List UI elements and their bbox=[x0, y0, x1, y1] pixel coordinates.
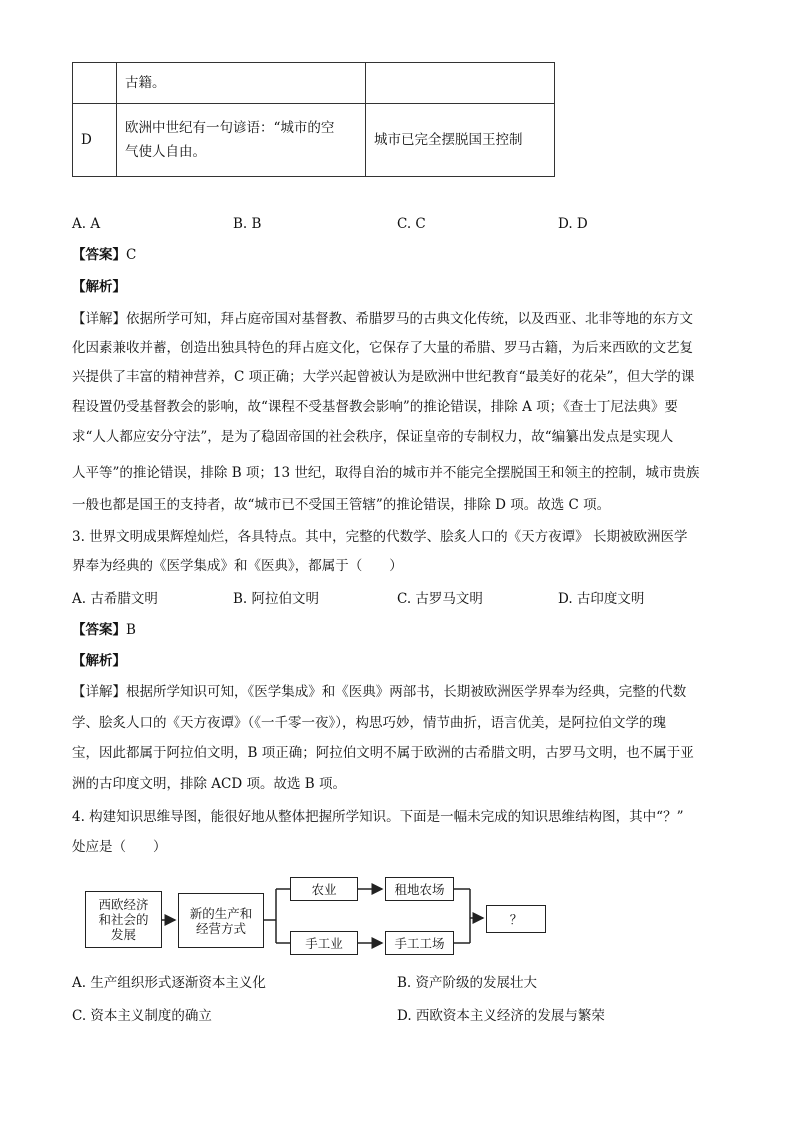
answer-label: 【答案】 bbox=[72, 622, 126, 638]
q3-option-c: C. 古罗马文明 bbox=[397, 591, 483, 607]
q3-detail-line: 宝，因此都属于阿拉伯文明，B 项正确；阿拉伯文明不属于欧洲的古希腊文明，古罗马文明，也不属于亚 bbox=[72, 745, 694, 761]
root-line: 和社会的 bbox=[98, 912, 149, 927]
q2-option-a: A. A bbox=[72, 216, 101, 232]
q4-stem: 处应是（ ） bbox=[72, 839, 167, 855]
q2-detail-line: 化因素兼收并蓄，创造出独具特色的拜占庭文化，它保存了大量的希腊、罗马古籍，为后来西欧的文艺复 bbox=[72, 340, 693, 356]
q2-detail-line: 程设置仍受基督教会的影响，故“课程不受基督教会影响”的推论错误，排除 A 项；《查士丁尼法典》要 bbox=[72, 399, 678, 415]
q2-detail-line: 求“人人都应安分守法”，是为了稳固帝国的社会秩序，保证皇帝的专制权力，故“编纂出发点是实现人 bbox=[72, 429, 674, 445]
q3-option-d: D. 古印度文明 bbox=[558, 591, 645, 607]
q2-detail-line: 【详解】依据所学可知，拜占庭帝国对基督教、希腊罗马的古典文化传统，以及西亚、北非等地的东方文 bbox=[72, 311, 693, 327]
q3-detail-line: 【详解】根据所学知识可知，《医学集成》和《医典》两部书，长期被欧洲医学界奉为经典，完整的代数 bbox=[72, 684, 687, 700]
answer-label: 【答案】 bbox=[72, 247, 126, 263]
answer-value: C bbox=[126, 247, 137, 263]
q4-option-b: B. 资产阶级的发展壮大 bbox=[397, 975, 538, 991]
diagram-handicraft-box: 手工业 bbox=[290, 931, 358, 955]
q4-stem: 4. 构建知识思维导图，能很好地从整体把握所学知识。下面是一幅未完成的知识思维结构图，其中“？” bbox=[72, 809, 684, 825]
q2-detail-line: 兴提供了丰富的精神营养，C 项正确；大学兴起曾被认为是欧洲中世纪教育“最美好的花朵”，但大学的课 bbox=[72, 369, 695, 385]
root-line: 西欧经济 bbox=[98, 897, 149, 912]
q2-analysis-label: 【解析】 bbox=[72, 279, 126, 295]
q4-option-a: A. 生产组织形式逐渐资本主义化 bbox=[72, 975, 266, 991]
root-line: 发展 bbox=[110, 927, 136, 942]
q2-detail-line: 一般也都是国王的支持者，故“城市已不受国王管辖”的推论错误，排除 D 项。故选 C 项。 bbox=[72, 497, 611, 513]
event-line: 气使人自由。 bbox=[125, 144, 206, 160]
q2-option-c: C. C bbox=[397, 216, 426, 232]
q4-option-d: D. 西欧资本主义经济的发展与繁荣 bbox=[397, 1008, 605, 1024]
middle-line: 新的生产和 bbox=[189, 905, 253, 921]
answer-value: B bbox=[126, 622, 136, 638]
q3-analysis-label: 【解析】 bbox=[72, 653, 126, 669]
q3-detail-line: 洲的古印度文明，排除 ACD 项。故选 B 项。 bbox=[72, 776, 346, 792]
q3-option-a: A. 古希腊文明 bbox=[72, 591, 158, 607]
q4-option-c: C. 资本主义制度的确立 bbox=[72, 1008, 212, 1024]
diagram-root-box bbox=[85, 891, 162, 948]
table-cell-letter: D bbox=[73, 104, 117, 177]
q2-option-d: D. D bbox=[558, 216, 588, 232]
diagram-agriculture-box: 农业 bbox=[290, 877, 358, 901]
q2-option-b: B. B bbox=[233, 216, 262, 232]
q3-option-b: B. 阿拉伯文明 bbox=[233, 591, 320, 607]
q3-stem: 界奉为经典的《医学集成》和《医典》，都属于（ ） bbox=[72, 558, 403, 574]
middle-line: 经营方式 bbox=[195, 920, 246, 936]
diagram-unknown-box: ？ bbox=[486, 905, 546, 933]
q2-detail-line: 人平等”的推论错误，排除 B 项；13 世纪，取得自治的城市并不能完全摆脱国王和领主的控制，城市贵族 bbox=[72, 465, 700, 481]
q3-stem: 3. 世界文明成果辉煌灿烂，各具特点。其中，完整的代数学、脍炙人口的《天方夜谭》 长期被欧洲医学 bbox=[72, 529, 688, 545]
q3-detail-line: 学、脍炙人口的《天方夜谭》（《一千零一夜》），构思巧妙，情节曲折，语言优美，是阿拉伯文学的瑰 bbox=[72, 715, 666, 731]
diagram-middle-box bbox=[178, 893, 264, 948]
table-cell-event: 古籍。 bbox=[117, 63, 366, 104]
event-line: 欧洲中世纪有一句谚语：“城市的空 bbox=[125, 120, 335, 136]
diagram-farm-box: 租地农场 bbox=[385, 877, 454, 901]
diagram-workshop-box: 手工工场 bbox=[385, 931, 454, 955]
table-cell-inference: 城市已完全摆脱国王控制 bbox=[366, 104, 555, 177]
